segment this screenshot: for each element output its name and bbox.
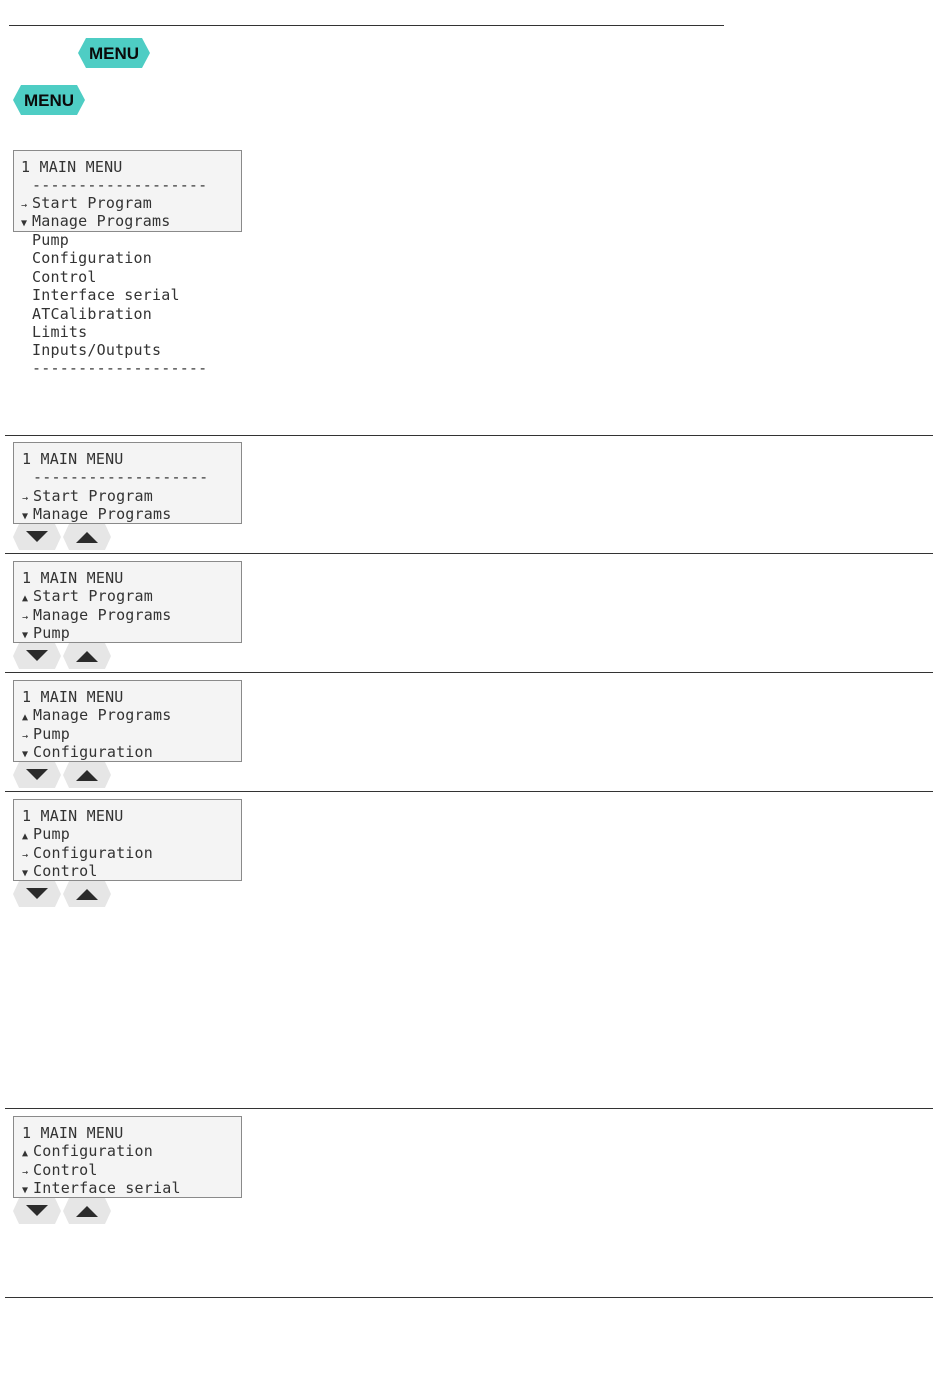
step-rule-3 (5, 672, 933, 673)
step-3-line-3: ▼ Configuration (22, 743, 153, 761)
step-2-line-2: → Manage Programs (22, 605, 172, 624)
down-arrow-key-icon[interactable] (13, 643, 61, 669)
top-rule (9, 25, 724, 26)
step-4-arrow-keys (13, 881, 113, 907)
step-4-line-1: ▲ Pump (22, 825, 70, 843)
menu-item-interface-serial[interactable]: Interface serial (32, 286, 180, 304)
step-2-display (13, 561, 242, 643)
step-1-display (13, 442, 242, 524)
menu-item-start-program[interactable]: → Start Program (21, 194, 152, 212)
menu-item-configuration[interactable]: Configuration (32, 249, 152, 267)
step-5-line-3: ▼ Interface serial (22, 1179, 181, 1197)
step-1-arrow-keys (13, 524, 113, 550)
step-4-title: 1 MAIN MENU (22, 807, 124, 825)
menu-item-limits[interactable]: Limits (32, 323, 88, 341)
bottom-rule (5, 1297, 933, 1298)
step-1-line-1: ------------------- (33, 468, 209, 486)
up-arrow-key-icon[interactable] (63, 1198, 111, 1224)
menu-key-1-label: MENU (88, 44, 140, 63)
step-rule-2 (5, 553, 933, 554)
menu-item-inputs-outputs[interactable]: Inputs/Outputs (32, 341, 162, 359)
step-5-title: 1 MAIN MENU (22, 1124, 124, 1142)
step-1-title: 1 MAIN MENU (22, 450, 124, 468)
menu-item-atcalibration[interactable]: ATCalibration (32, 305, 152, 323)
step-2-line-3: ▼ Pump (22, 624, 70, 642)
step-rule-4 (5, 791, 933, 792)
menu-key-2[interactable] (13, 85, 85, 115)
menu-item-manage-programs[interactable]: ▼ Manage Programs (21, 212, 171, 230)
menu-separator: ------------------- (32, 176, 208, 194)
menu-title: 1 MAIN MENU (21, 158, 123, 176)
step-4-display (13, 799, 242, 881)
down-arrow-key-icon[interactable] (13, 881, 61, 907)
step-rule-1 (5, 435, 933, 436)
up-arrow-key-icon[interactable] (63, 643, 111, 669)
menu-item-pump[interactable]: Pump (32, 231, 69, 249)
step-rule-5 (5, 1108, 933, 1109)
up-arrow-key-icon[interactable] (63, 881, 111, 907)
step-5-line-2: → Control (22, 1160, 98, 1179)
step-3-arrow-keys (13, 762, 113, 788)
menu-key-1[interactable] (78, 38, 150, 68)
menu-item-control[interactable]: Control (32, 268, 97, 286)
step-4-line-2: → Configuration (22, 843, 153, 862)
step-3-display (13, 680, 242, 762)
step-1-line-3: ▼ Manage Programs (22, 505, 172, 523)
step-2-line-1: ▲ Start Program (22, 587, 153, 605)
step-3-line-1: ▲ Manage Programs (22, 706, 172, 724)
down-arrow-key-icon[interactable] (13, 524, 61, 550)
step-5-line-1: ▲ Configuration (22, 1142, 153, 1160)
main-menu-list (13, 150, 242, 380)
step-5-display (13, 1116, 242, 1198)
step-5-arrow-keys (13, 1198, 113, 1224)
step-1-line-2: → Start Program (22, 486, 153, 505)
step-3-line-2: → Pump (22, 724, 70, 743)
step-2-arrow-keys (13, 643, 113, 669)
step-3-title: 1 MAIN MENU (22, 688, 124, 706)
step-4-line-3: ▼ Control (22, 862, 98, 880)
step-2-title: 1 MAIN MENU (22, 569, 124, 587)
menu-separator-bottom: ------------------- (32, 359, 208, 377)
down-arrow-key-icon[interactable] (13, 1198, 61, 1224)
up-arrow-key-icon[interactable] (63, 524, 111, 550)
up-arrow-key-icon[interactable] (63, 762, 111, 788)
down-arrow-key-icon[interactable] (13, 762, 61, 788)
menu-key-2-label: MENU (23, 91, 75, 110)
